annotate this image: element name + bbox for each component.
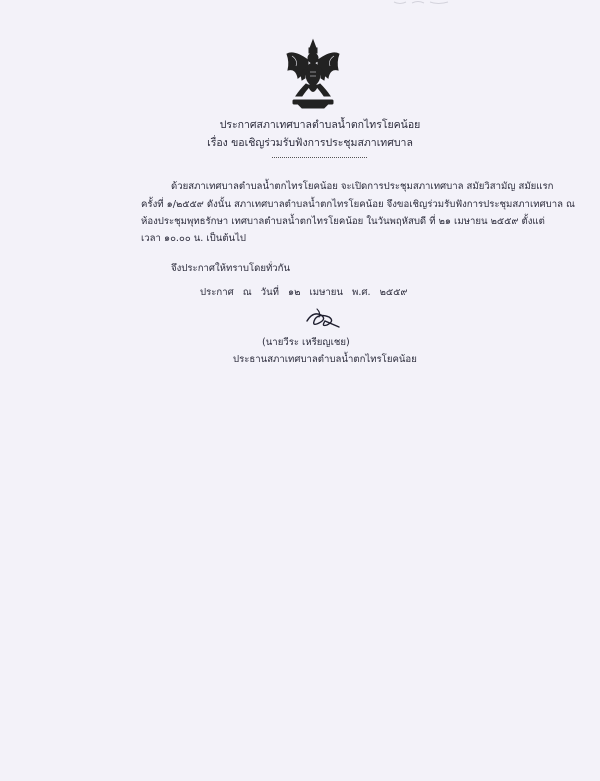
body-line: ด้วยสภาเทศบาลตำบลน้ำตกไทรโยคน้อย จะเปิดการประชุมสภาเทศบาล สมัยวิสามัญ สมัยแรก <box>171 181 554 192</box>
announcement-subject: เรื่อง ขอเชิญร่วมรับฟังการประชุมสภาเทศบาล <box>207 137 413 149</box>
garuda-emblem-icon <box>284 38 342 110</box>
announce-statement: จึงประกาศให้ทราบโดยทั่วกัน <box>171 263 291 274</box>
signer-position: ประธานสภาเทศบาลตำบลน้ำตกไทรโยคน้อย <box>233 354 417 365</box>
body-line: ครั้งที่ ๑/๒๕๕๙ ดังนั้น สภาเทศบาลตำบลน้ำตกไทรโยคน้อย จึงขอเชิญร่วมรับฟังการประชุมสภาเทศบาล ณ <box>141 199 575 210</box>
announcement-date: ประกาศ ณ วันที่ ๑๒ เมษายน พ.ศ. ๒๕๕๙ <box>200 287 408 298</box>
announcement-title: ประกาศสภาเทศบาลตำบลน้ำตกไทรโยคน้อย <box>219 119 421 131</box>
scan-artifact <box>392 0 452 6</box>
signer-name: (นายวีระ เหรียญเชย) <box>262 337 350 348</box>
body-line: เวลา ๑๐.๐๐ น. เป็นต้นไป <box>141 233 247 244</box>
handwritten-signature <box>303 307 343 331</box>
body-line: ห้องประชุมพุทธรักษา เทศบาลตำบลน้ำตกไทรโยคน้อย ในวันพฤหัสบดี ที่ ๒๑ เมษายน ๒๕๕๙ ตั้งแต่ <box>141 216 545 227</box>
title-divider <box>272 157 367 158</box>
